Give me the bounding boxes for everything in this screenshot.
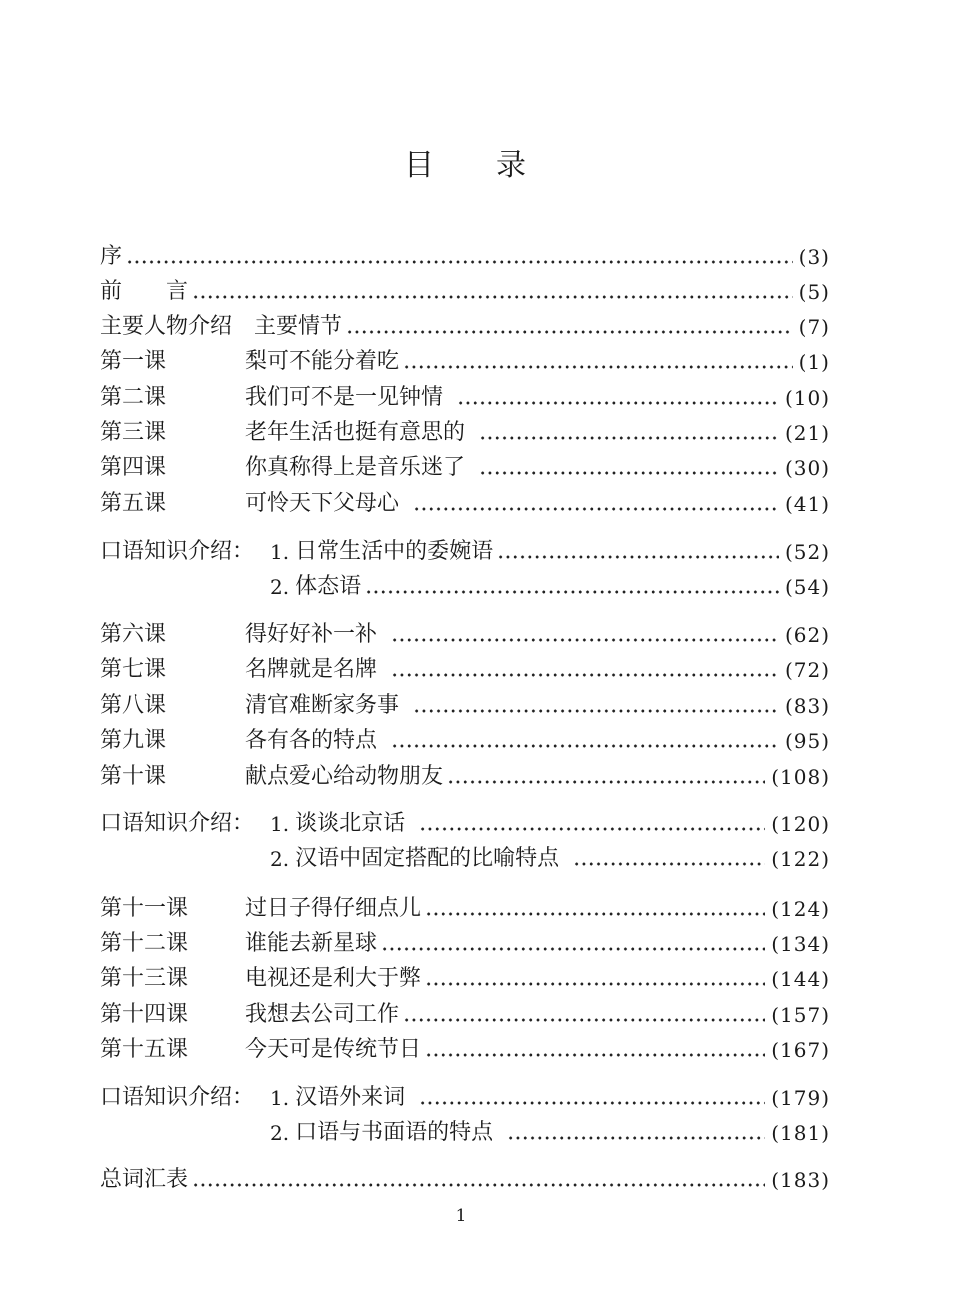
lesson-number: 第十五课 [100,1037,189,1062]
entry-page: (183) [771,1168,830,1192]
dot-leader [413,507,779,511]
item-number: 1. [270,540,290,564]
entry-page: (120) [771,812,830,836]
entry-page: (181) [771,1121,830,1145]
dot-leader [126,260,793,264]
dot-leader [391,744,779,748]
toc-entry-oral-2-1[interactable] [100,807,830,837]
lesson-title: 谁能去新星球 [245,931,378,956]
dot-leader [192,1183,765,1187]
lesson-title: 献点爱心给动物朋友 [245,764,444,789]
item-title: 体态语 [295,574,362,599]
lesson-number: 第六课 [100,622,167,647]
page-number: 1 [455,1206,467,1226]
item-title: 汉语外来词 [295,1085,406,1110]
dot-leader [365,590,779,594]
lesson-number: 第四课 [100,455,167,480]
lesson-number: 第九课 [100,728,167,753]
dot-leader [507,1136,765,1140]
entry-page: (157) [771,1003,830,1027]
entry-page: (41) [784,492,830,516]
entry-page: (30) [784,456,830,480]
lesson-number: 第一课 [100,349,167,374]
item-title: 谈谈北京话 [295,811,406,836]
entry-page: (122) [771,847,830,871]
dot-leader [457,401,779,405]
entry-page: (95) [784,729,830,753]
dot-leader [497,555,779,559]
entry-label: 主要人物介绍 主要情节 [100,314,343,339]
dot-leader [479,471,779,475]
lesson-number: 第十四课 [100,1002,189,1027]
dot-leader [403,1018,765,1022]
toc-entry-lesson-6[interactable] [100,618,830,648]
entry-page: (5) [798,280,830,304]
entry-page: (134) [771,932,830,956]
dot-leader [419,827,765,831]
lesson-number: 第十二课 [100,931,189,956]
entry-page: (62) [784,623,830,647]
lesson-number: 第二课 [100,385,167,410]
lesson-number: 第十课 [100,764,167,789]
lesson-title: 名牌就是名牌 [245,657,378,682]
toc-entry-lesson-9[interactable] [100,724,830,754]
toc-entry-glossary[interactable] [100,1163,830,1193]
dot-leader [419,1101,765,1105]
toc-entry-lesson-11[interactable] [100,892,830,922]
entry-label: 前 言 [100,279,189,304]
lesson-number: 第七课 [100,657,167,682]
oral-section-label: 口语知识介绍： [100,811,255,836]
oral-section-label: 口语知识介绍： [100,1085,255,1110]
entry-label: 总词汇表 [100,1167,189,1192]
toc-entry-lesson-15[interactable] [100,1033,830,1063]
lesson-title: 电视还是利大于弊 [245,966,422,991]
toc-entry-oral-3-2[interactable] [100,1116,830,1146]
entry-page: (144) [771,967,830,991]
lesson-number: 第五课 [100,491,167,516]
toc-entry-lesson-13[interactable] [100,962,830,992]
item-number: 1. [270,1086,290,1110]
dot-leader [391,638,779,642]
item-title: 汉语中固定搭配的比喻特点 [295,846,560,871]
dot-leader [447,780,765,784]
dot-leader [425,1053,765,1057]
toc-entry-lesson-4[interactable] [100,451,830,481]
toc-entry-lesson-14[interactable] [100,998,830,1028]
page-title [0,140,930,184]
lesson-title: 清官难断家务事 [245,693,400,718]
title-char-2: 录 [496,148,526,183]
lesson-title: 过日子得仔细点儿 [245,896,422,921]
dot-leader [391,673,779,677]
toc-entry-lesson-3[interactable] [100,416,830,446]
lesson-title: 老年生活也挺有意思的 [245,420,466,445]
entry-page: (167) [771,1038,830,1062]
dot-leader [425,912,765,916]
item-title: 口语与书面语的特点 [295,1120,494,1145]
lesson-title: 你真称得上是音乐迷了 [245,455,466,480]
entry-page: (10) [784,386,830,410]
toc-entry-lesson-2[interactable] [100,381,830,411]
toc-entry-lesson-1[interactable] [100,345,830,375]
lesson-title: 我们可不是一见钟情 [245,385,444,410]
dot-leader [413,709,779,713]
toc-entry-oral-2-2[interactable] [100,842,830,872]
entry-page: (179) [771,1086,830,1110]
lesson-title: 我想去公司工作 [245,1002,400,1027]
toc-entry-oral-1-1[interactable] [100,535,830,565]
lesson-title: 各有各的特点 [245,728,378,753]
toc-entry-lesson-8[interactable] [100,689,830,719]
lesson-title: 得好好补一补 [245,622,378,647]
toc-entry-lesson-12[interactable] [100,927,830,957]
dot-leader [192,295,793,299]
lesson-title: 今天可是传统节日 [245,1037,422,1062]
entry-page: (3) [798,245,830,269]
lesson-title: 可怜天下父母心 [245,491,400,516]
dot-leader [573,862,765,866]
entry-page: (124) [771,897,830,921]
dot-leader [479,436,779,440]
dot-leader [381,947,765,951]
dot-leader [403,365,793,369]
toc-entry-lesson-5[interactable] [100,487,830,517]
entry-page: (21) [784,421,830,445]
lesson-number: 第十三课 [100,966,189,991]
toc-entry-lesson-10[interactable] [100,760,830,790]
toc-entry-characters[interactable] [100,310,830,340]
toc-entry-oral-1-2[interactable] [100,570,830,600]
entry-page: (72) [784,658,830,682]
toc-entry-lesson-7[interactable] [100,653,830,683]
item-number: 1. [270,812,290,836]
entry-page: (108) [771,765,830,789]
item-number: 2. [270,575,290,599]
item-title: 日常生活中的委婉语 [295,539,494,564]
toc-entry-foreword[interactable] [100,275,830,305]
entry-page: (1) [798,350,830,374]
entry-page: (52) [784,540,830,564]
lesson-number: 第十一课 [100,896,189,921]
dot-leader [346,330,793,334]
entry-page: (7) [798,315,830,339]
item-number: 2. [270,847,290,871]
oral-section-label: 口语知识介绍： [100,539,255,564]
lesson-number: 第八课 [100,693,167,718]
entry-page: (54) [784,575,830,599]
toc-entry-preface[interactable] [100,240,830,270]
entry-page: (83) [784,694,830,718]
item-number: 2. [270,1121,290,1145]
lesson-title: 梨可不能分着吃 [245,349,400,374]
title-char-1: 目 [404,148,434,183]
toc-entry-oral-3-1[interactable] [100,1081,830,1111]
dot-leader [425,982,765,986]
entry-label: 序 [100,244,123,269]
lesson-number: 第三课 [100,420,167,445]
